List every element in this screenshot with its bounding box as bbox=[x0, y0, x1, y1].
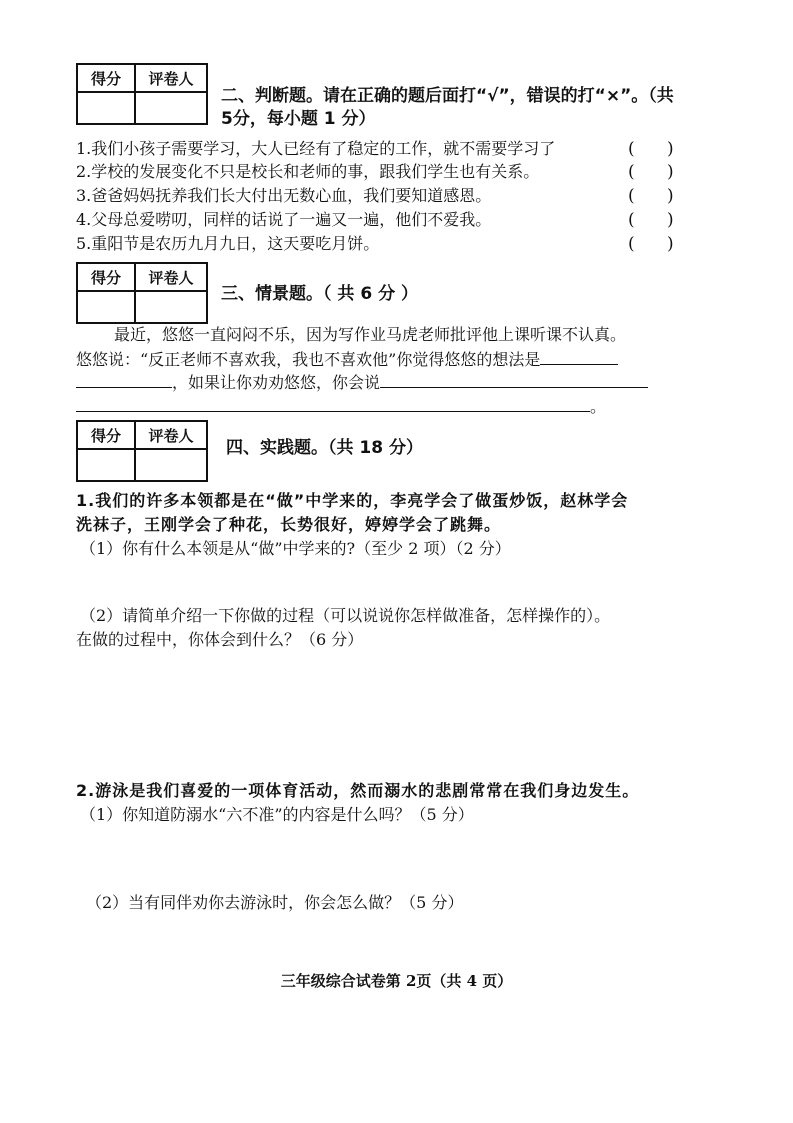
practice-q1-line1: 1.我们的许多本领都是在“做”中学来的，李亮学会了做蛋炒饭，赵林学会 bbox=[76, 491, 629, 510]
reviewer-cell[interactable] bbox=[135, 291, 207, 323]
score-box-section3 bbox=[76, 262, 208, 324]
section3-title: 三、情景题。（ 共 6 分 ） bbox=[221, 284, 419, 304]
reviewer-cell[interactable] bbox=[135, 92, 207, 124]
score-box-section4 bbox=[76, 420, 208, 482]
judge-item-3: 3.爸爸妈妈抚养我们长大付出无数心血，我们要知道感恩。 bbox=[76, 186, 492, 205]
scenario-end: 。 bbox=[590, 397, 607, 416]
score-box-section2 bbox=[76, 63, 208, 125]
scenario-question: 悠悠说：“反正老师不喜欢我，我也不喜欢他”你觉得悠悠的想法是 bbox=[76, 350, 541, 369]
scenario-prompt: ，如果让你劝劝悠悠，你会说 bbox=[172, 373, 381, 392]
practice-q1-sub2-line1: （2）请简单介绍一下你做的过程（可以说说你怎样做准备，怎样操作的）。 bbox=[80, 606, 611, 625]
reviewer-label: 评卷人 bbox=[135, 64, 207, 92]
scenario-line-4 bbox=[76, 395, 606, 418]
practice-q2-line1: 2.游泳是我们喜爱的一项体育活动，然而溺水的悲剧常常在我们身边发生。 bbox=[76, 781, 640, 800]
judge-item-1: 1.我们小孩子需要学习，大人已经有了稳定的工作，就不需要学习了 bbox=[76, 139, 556, 158]
answer-bracket-5[interactable]: ( ) bbox=[628, 234, 674, 254]
scenario-line-2 bbox=[76, 348, 618, 371]
section2-title-line2: 5分，每小题 1 分） bbox=[221, 109, 376, 129]
page-footer: 三年级综合试卷第 2页（共 4 页） bbox=[280, 972, 513, 990]
answer-blank-4[interactable] bbox=[76, 395, 590, 412]
answer-bracket-4[interactable]: ( ) bbox=[628, 210, 674, 230]
score-label: 得分 bbox=[77, 263, 135, 291]
practice-q2-sub1: （1）你知道防溺水“六不准”的内容是什么吗？（5 分） bbox=[80, 805, 474, 824]
reviewer-label: 评卷人 bbox=[135, 263, 207, 291]
score-cell[interactable] bbox=[77, 92, 135, 124]
practice-q1-line2: 洗袜子，王刚学会了种花，长势很好，婷婷学会了跳舞。 bbox=[76, 515, 502, 534]
scenario-line-1: 最近，悠悠一直闷闷不乐，因为写作业马虎老师批评他上课听课不认真。 bbox=[114, 325, 627, 344]
reviewer-label: 评卷人 bbox=[135, 421, 207, 449]
answer-blank-1[interactable] bbox=[540, 348, 618, 365]
practice-q1-sub1: （1）你有什么本领是从“做”中学来的?（至少 2 项）（2 分） bbox=[80, 539, 511, 558]
practice-q2-sub2: （2）当有同伴劝你去游泳时，你会怎么做？（5 分） bbox=[86, 893, 464, 912]
judge-item-2: 2.学校的发展变化不只是校长和老师的事，跟我们学生也有关系。 bbox=[76, 162, 540, 181]
score-label: 得分 bbox=[77, 64, 135, 92]
judge-item-5: 5.重阳节是农历九月九日，这天要吃月饼。 bbox=[76, 234, 380, 253]
score-label: 得分 bbox=[77, 421, 135, 449]
answer-bracket-1[interactable]: ( ) bbox=[628, 139, 674, 159]
judge-item-4: 4.父母总爱唠叨，同样的话说了一遍又一遍，他们不爱我。 bbox=[76, 210, 492, 229]
scenario-line-3 bbox=[76, 371, 648, 394]
reviewer-cell[interactable] bbox=[135, 449, 207, 481]
score-cell[interactable] bbox=[77, 449, 135, 481]
section2-title-line1: 二、判断题。请在正确的题后面打“√”，错误的打“×”。（共 bbox=[221, 86, 674, 106]
score-cell[interactable] bbox=[77, 291, 135, 323]
answer-bracket-3[interactable]: ( ) bbox=[628, 186, 674, 206]
section4-title: 四、实践题。（共 18 分） bbox=[226, 438, 423, 458]
practice-q1-sub2-line2: 在做的过程中，你体会到什么？（6 分） bbox=[76, 630, 364, 649]
answer-blank-3[interactable] bbox=[380, 371, 648, 388]
answer-blank-2[interactable] bbox=[76, 371, 172, 388]
answer-bracket-2[interactable]: ( ) bbox=[628, 162, 674, 182]
